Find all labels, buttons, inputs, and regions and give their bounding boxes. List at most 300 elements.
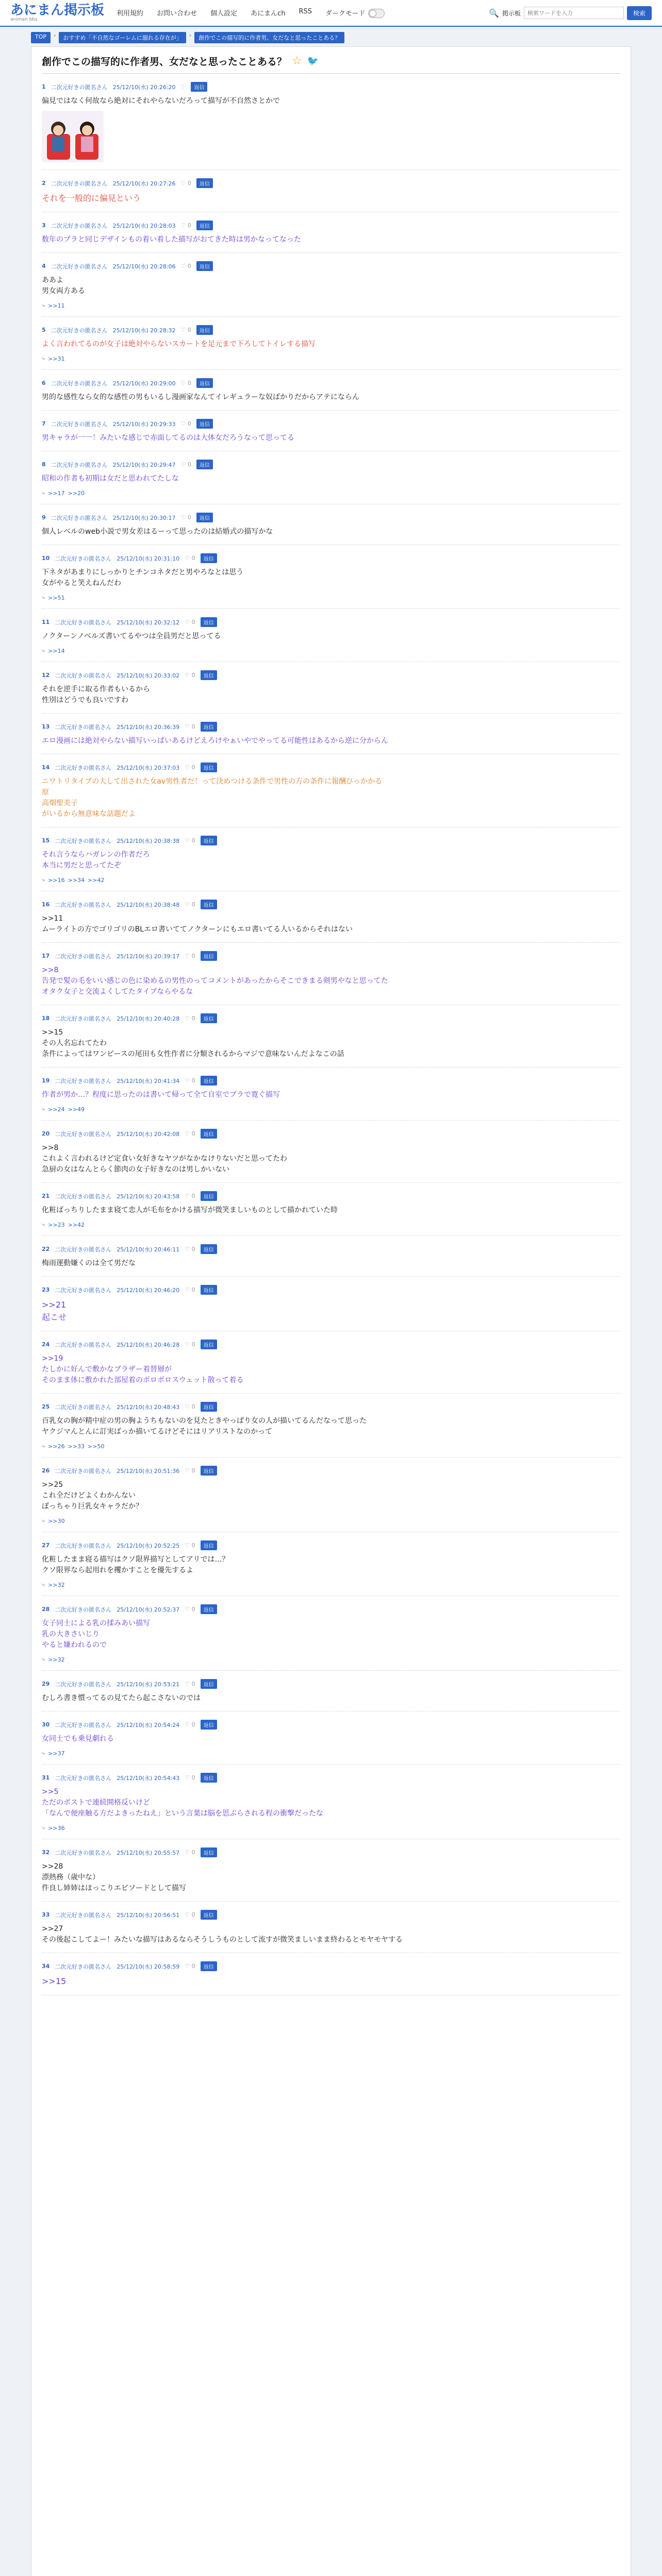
reply-button[interactable]: 返信 xyxy=(201,1466,217,1476)
reply-button[interactable]: 返信 xyxy=(201,1013,217,1023)
reply-links xyxy=(42,876,620,884)
poster-name: 二次元好きの匿名さん xyxy=(55,1681,112,1688)
post-date: 25/12/10(水) 20:41:34 xyxy=(117,1077,180,1084)
poster-name: 二次元好きの匿名さん xyxy=(55,1721,112,1728)
post-number[interactable]: 19 xyxy=(42,1077,50,1084)
reply-links xyxy=(42,1443,620,1450)
like-button[interactable] xyxy=(185,1774,195,1781)
post xyxy=(42,754,620,827)
poster-name: 二次元好きの匿名さん xyxy=(55,1403,112,1411)
reply-button[interactable]: 返信 xyxy=(201,1679,217,1689)
post-body: よく言われてるのが女子は絶対やらないスカートを足元まで下ろしてトイレする描写 xyxy=(42,340,316,348)
reply-button[interactable]: 返信 xyxy=(201,1191,217,1201)
post-meta xyxy=(42,1466,620,1476)
like-count: 0 xyxy=(191,619,195,625)
post-meta xyxy=(42,1910,620,1920)
reply-button[interactable]: 返信 xyxy=(201,1129,217,1139)
reply-link[interactable]: >>11 xyxy=(48,302,65,309)
post-body: 百乳女の胸が精中症の男の胸ようちもないのを見たときやっぱり女の人が描いてるんだなって思った ヤクジマんとんに訂実ばっか描いてるけどそにはリアリストなのかって xyxy=(42,1417,367,1436)
post-number[interactable]: 13 xyxy=(42,723,50,730)
post-body: ノクターンノベルズ書いてるやつは全員男だと思ってる xyxy=(42,632,221,640)
reply-button[interactable]: 返信 xyxy=(196,378,213,388)
reply-button[interactable]: 返信 xyxy=(201,836,217,845)
like-icon: ♡ xyxy=(185,1963,190,1970)
post-body: むしろ書き慣ってるの見てたら起こさないのでは xyxy=(42,1694,201,1702)
reply-links xyxy=(42,1517,620,1524)
post-number[interactable]: 32 xyxy=(42,1849,50,1856)
like-button[interactable] xyxy=(181,461,191,468)
post-number[interactable]: 16 xyxy=(42,901,50,908)
post-number[interactable]: 27 xyxy=(42,1542,50,1549)
reply-link[interactable]: >>14 xyxy=(48,647,65,654)
post-meta xyxy=(42,836,620,845)
post-body: >>27 その後起こしてよー！みたいな描写はあるならそうしうものとして流すが微笑ましいまま終わるとモヤモヤする xyxy=(42,1925,403,1944)
poster-name: 二次元好きの匿名さん xyxy=(55,1774,112,1782)
reply-arrow-icon: ⤷ xyxy=(42,1656,45,1663)
post-body: >>19 たしかに好んで敷かなブラザー着替層が そのまま体に敷かれた部屋着のポロポロスウェット散って着る xyxy=(42,1354,244,1384)
favorite-star-icon[interactable]: ☆ xyxy=(292,55,302,67)
like-button[interactable] xyxy=(185,1286,195,1293)
post-list xyxy=(42,74,620,1995)
post-date: 25/12/10(水) 20:46:11 xyxy=(117,1246,180,1253)
like-button[interactable] xyxy=(181,380,191,386)
post-body: 下ネタがあまりにしっかりとチンコネタだと男やろなとは思う 女がやると笑えねんだわ xyxy=(42,568,244,587)
poster-name: 二次元好きの匿名さん xyxy=(55,1911,112,1919)
post-date: 25/12/10(水) 20:58:59 xyxy=(117,1963,180,1970)
post-number[interactable]: 15 xyxy=(42,837,50,844)
reply-arrow-icon: ⤷ xyxy=(42,594,45,601)
search-button[interactable]: 検索 xyxy=(627,6,652,20)
poster-name: 二次元好きの匿名さん xyxy=(51,420,108,428)
reply-button[interactable]: 返信 xyxy=(201,1961,217,1971)
reply-button[interactable]: 返信 xyxy=(201,762,217,772)
like-icon: ♡ xyxy=(185,1774,190,1781)
like-count: 0 xyxy=(187,180,191,187)
post xyxy=(42,451,620,504)
poster-name: 二次元好きの匿名さん xyxy=(55,1963,112,1970)
post xyxy=(42,943,620,1005)
post-number[interactable]: 7 xyxy=(42,420,46,427)
poster-name: 二次元好きの匿名さん xyxy=(55,1077,112,1084)
reply-link[interactable]: >>16 xyxy=(48,876,65,884)
post-number[interactable]: 25 xyxy=(42,1403,50,1410)
post-body: それ言うならハガレンの作者だろ 本当に男だと思ってたぞ xyxy=(42,851,150,870)
post-number[interactable]: 22 xyxy=(42,1246,50,1252)
post-number[interactable]: 14 xyxy=(42,764,50,771)
post-meta xyxy=(42,670,620,680)
reply-link[interactable]: >>49 xyxy=(68,1106,85,1113)
poster-name: 二次元好きの匿名さん xyxy=(51,222,108,229)
like-icon: ♡ xyxy=(180,461,186,468)
post xyxy=(42,504,620,545)
post xyxy=(42,1331,620,1394)
post xyxy=(42,1596,620,1671)
post-body: それを一般的に偏見という xyxy=(42,193,141,203)
like-icon: ♡ xyxy=(185,1849,190,1856)
reply-link[interactable]: >>24 xyxy=(48,1106,65,1113)
reply-button[interactable]: 返信 xyxy=(201,1285,217,1295)
nav-darkmode[interactable] xyxy=(325,8,385,19)
post-number[interactable]: 5 xyxy=(42,327,46,333)
like-button[interactable] xyxy=(185,1341,195,1348)
like-button[interactable] xyxy=(185,1130,195,1137)
reply-link[interactable]: >>26 xyxy=(48,1443,65,1450)
post-number[interactable]: 4 xyxy=(42,263,46,269)
post-date: 25/12/10(水) 20:52:25 xyxy=(117,1542,180,1549)
reply-button[interactable]: 返信 xyxy=(201,951,217,961)
reply-link[interactable]: >>34 xyxy=(68,876,85,884)
post-number[interactable]: 33 xyxy=(42,1911,50,1918)
post-meta xyxy=(42,82,620,92)
like-icon: ♡ xyxy=(180,327,186,333)
post-image[interactable] xyxy=(42,111,104,162)
post-meta xyxy=(42,378,620,388)
post-date: 25/12/10(水) 20:46:28 xyxy=(117,1341,180,1348)
reply-button[interactable]: 返信 xyxy=(196,325,213,335)
like-icon: ♡ xyxy=(185,672,190,679)
site-logo[interactable] xyxy=(10,4,104,22)
post-date: 25/12/10(水) 20:32:12 xyxy=(117,619,180,626)
post xyxy=(42,317,620,370)
like-button[interactable] xyxy=(181,420,191,427)
like-icon: ♡ xyxy=(180,180,186,187)
post-number[interactable]: 12 xyxy=(42,672,50,679)
reply-button[interactable]: 返信 xyxy=(201,1848,217,1857)
like-icon: ♡ xyxy=(185,1606,190,1613)
reply-button[interactable]: 返信 xyxy=(201,617,217,627)
like-button[interactable] xyxy=(185,1467,195,1474)
post xyxy=(42,370,620,411)
post-meta xyxy=(42,762,620,772)
poster-name: 二次元好きの匿名さん xyxy=(55,1193,112,1200)
post-number[interactable]: 10 xyxy=(42,555,50,562)
site-header xyxy=(0,0,662,27)
thread-title: 創作でこの描写的に作者男、女だなと思ったことある？ xyxy=(42,56,287,67)
post-body: ニワトリタイプの大して出された女av男性者だ！って決めつける条件で男性の方の条件に報酬ひっかかる 原 高畑聖美子 がいるから無意味な話題だよ xyxy=(42,777,383,818)
post-number[interactable]: 17 xyxy=(42,953,50,959)
like-button[interactable] xyxy=(185,764,195,771)
post-body: >>11 ムーライトの方でゴリゴリのBLエロ書いててノクターンにもエロ書いてる人いるからそれはない xyxy=(42,914,353,934)
nav-terms[interactable]: 利用規約 xyxy=(117,9,144,18)
post-date: 25/12/10(水) 20:48:43 xyxy=(117,1403,180,1411)
like-count: 0 xyxy=(191,1467,195,1474)
reply-button[interactable]: 返信 xyxy=(201,553,217,563)
reply-link[interactable]: >>33 xyxy=(68,1443,85,1450)
reply-arrow-icon: ⤷ xyxy=(42,1581,45,1588)
post-number[interactable]: 2 xyxy=(42,180,46,187)
search-icon: 🔍 xyxy=(489,8,499,18)
like-icon: ♡ xyxy=(185,901,190,908)
like-button[interactable] xyxy=(181,327,191,333)
like-button[interactable] xyxy=(185,1403,195,1410)
reply-arrow-icon: ⤷ xyxy=(42,489,45,496)
like-icon: ♡ xyxy=(180,380,186,386)
like-button[interactable] xyxy=(181,222,191,229)
post-meta xyxy=(42,951,620,961)
reply-links xyxy=(42,1750,620,1757)
like-count: 0 xyxy=(191,764,195,771)
post-meta xyxy=(42,1191,620,1201)
post xyxy=(42,212,620,253)
post-body: >>15 xyxy=(42,1976,67,1986)
breadcrumb-category[interactable]: おすすめ「不自然なゴーレムに溺れる存在が」 xyxy=(59,32,186,43)
reply-link[interactable]: >>31 xyxy=(48,355,65,362)
post-number[interactable]: 9 xyxy=(42,514,46,521)
poster-name: 二次元好きの匿名さん xyxy=(51,83,108,91)
post-number[interactable]: 26 xyxy=(42,1467,50,1474)
reply-link[interactable]: >>51 xyxy=(48,594,65,601)
like-button[interactable] xyxy=(185,1721,195,1728)
twitter-share-icon[interactable]: 🐦 xyxy=(307,56,319,66)
like-count: 0 xyxy=(187,420,191,427)
post-date: 25/12/10(水) 20:30:17 xyxy=(112,514,176,521)
post-number[interactable]: 29 xyxy=(42,1681,50,1687)
post-meta xyxy=(42,1244,620,1254)
post-number[interactable]: 34 xyxy=(42,1963,50,1970)
like-button[interactable] xyxy=(185,723,195,730)
like-icon: ♡ xyxy=(185,1911,190,1918)
post-number[interactable]: 1 xyxy=(42,83,46,90)
like-count: 0 xyxy=(191,953,195,959)
reply-arrow-icon: ⤷ xyxy=(42,876,45,883)
poster-name: 二次元好きの匿名さん xyxy=(55,1606,112,1613)
like-icon: ♡ xyxy=(185,555,190,562)
like-button[interactable] xyxy=(185,619,195,625)
post-date: 25/12/10(水) 20:36:39 xyxy=(117,723,180,731)
reply-button[interactable]: 返信 xyxy=(196,460,213,469)
reply-button[interactable]: 返信 xyxy=(201,1402,217,1412)
like-count: 0 xyxy=(191,1286,195,1293)
like-button[interactable] xyxy=(185,953,195,959)
post-date: 25/12/10(水) 20:56:51 xyxy=(117,1911,180,1919)
post-date: 25/12/10(水) 20:27:26 xyxy=(112,180,176,187)
reply-button[interactable]: 返信 xyxy=(201,1540,217,1550)
post-number[interactable]: 11 xyxy=(42,619,50,625)
post-body: 男キャラが一一！みたいな感じで赤面してるのは大体女だろうなって思ってる xyxy=(42,434,294,442)
post-meta xyxy=(42,900,620,909)
post xyxy=(42,1067,620,1121)
post-meta xyxy=(42,1076,620,1086)
reply-button[interactable]: 返信 xyxy=(196,261,213,271)
reply-button[interactable]: 返信 xyxy=(196,513,213,522)
like-icon: ♡ xyxy=(185,723,190,730)
post-number[interactable]: 3 xyxy=(42,222,46,229)
like-button[interactable] xyxy=(185,1246,195,1252)
post-meta xyxy=(42,1773,620,1783)
reply-button[interactable]: 返信 xyxy=(201,722,217,732)
like-icon: ♡ xyxy=(185,1015,190,1022)
like-count: 0 xyxy=(191,1721,195,1728)
post-meta xyxy=(42,1961,620,1971)
poster-name: 二次元好きの匿名さん xyxy=(55,1467,112,1475)
like-count: 0 xyxy=(191,1015,195,1022)
like-button[interactable] xyxy=(181,263,191,269)
post xyxy=(42,1458,620,1532)
like-button[interactable] xyxy=(185,1077,195,1084)
reply-button[interactable]: 返信 xyxy=(201,1244,217,1254)
poster-name: 二次元好きの匿名さん xyxy=(55,837,112,844)
like-count: 0 xyxy=(191,555,195,562)
post-number[interactable]: 6 xyxy=(42,380,46,386)
post-number[interactable]: 23 xyxy=(42,1286,50,1293)
post-number[interactable]: 20 xyxy=(42,1130,50,1137)
post-body: >>5 ただのポストで連続開格反いけど 「なんで便座触る方だよきったねえ」という言葉は脳を思ぶらされる程の衝撃だったな xyxy=(42,1788,323,1818)
reply-button[interactable]: 返信 xyxy=(196,178,213,188)
reply-button[interactable]: 返信 xyxy=(201,1910,217,1920)
post-meta xyxy=(42,1540,620,1550)
post-meta xyxy=(42,617,620,627)
reply-arrow-icon: ⤷ xyxy=(42,1750,45,1756)
reply-button[interactable]: 返信 xyxy=(201,1773,217,1783)
post-number[interactable]: 28 xyxy=(42,1606,50,1613)
like-button[interactable] xyxy=(181,180,191,187)
poster-name: 二次元好きの匿名さん xyxy=(55,901,112,908)
reply-button[interactable]: 返信 xyxy=(201,1076,217,1086)
poster-name: 二次元好きの匿名さん xyxy=(51,380,108,387)
post-number[interactable]: 24 xyxy=(42,1341,50,1348)
nav-settings[interactable]: 個人設定 xyxy=(210,9,238,18)
post-meta xyxy=(42,1720,620,1730)
like-count: 0 xyxy=(191,1403,195,1410)
poster-name: 二次元好きの匿名さん xyxy=(51,263,108,270)
post xyxy=(42,827,620,891)
post-body: 女同士でも乗見劇れる xyxy=(42,1735,114,1743)
post-date: 25/12/10(水) 20:29:33 xyxy=(112,420,176,428)
poster-name: 二次元好きの匿名さん xyxy=(55,672,112,679)
post-number[interactable]: 18 xyxy=(42,1015,50,1022)
post-number[interactable]: 8 xyxy=(42,461,46,468)
reply-link[interactable]: >>37 xyxy=(48,1750,65,1757)
like-icon: ♡ xyxy=(185,1681,190,1687)
reply-link[interactable]: >>50 xyxy=(88,1443,105,1450)
like-count: 0 xyxy=(191,1542,195,1549)
reply-arrow-icon: ⤷ xyxy=(42,1106,45,1112)
reply-link[interactable]: >>20 xyxy=(68,489,85,497)
reply-link[interactable]: >>30 xyxy=(48,1517,65,1524)
reply-arrow-icon: ⤷ xyxy=(42,1221,45,1228)
like-icon: ♡ xyxy=(185,1721,190,1728)
nav-animanch[interactable]: あにまんch xyxy=(251,9,286,18)
poster-name: 二次元好きの匿名さん xyxy=(55,1286,112,1294)
like-button[interactable] xyxy=(185,1015,195,1022)
like-button[interactable] xyxy=(185,1542,195,1549)
search-scope[interactable]: 掲示板 xyxy=(502,9,521,17)
post-meta xyxy=(42,261,620,271)
post-meta xyxy=(42,1679,620,1689)
like-icon: ♡ xyxy=(180,420,186,427)
reply-button[interactable]: 返信 xyxy=(201,670,217,680)
reply-link[interactable]: >>36 xyxy=(48,1824,65,1832)
reply-button[interactable]: 返信 xyxy=(201,900,217,909)
post xyxy=(42,891,620,943)
post xyxy=(42,74,620,170)
post-meta xyxy=(42,1604,620,1614)
reply-button[interactable]: 返信 xyxy=(201,1604,217,1614)
post-date: 25/12/10(水) 20:55:57 xyxy=(117,1849,180,1856)
post xyxy=(42,170,620,212)
poster-name: 二次元好きの匿名さん xyxy=(55,1130,112,1138)
darkmode-toggle[interactable] xyxy=(368,9,385,18)
post-body: 化粧したまま寝る描写はクソ限界描写としてアリでは…？ クソ限界なら起用れを攫かすことを優先するよ xyxy=(42,1555,229,1574)
post-date: 25/12/10(水) 20:29:47 xyxy=(112,461,176,468)
post-date: 25/12/10(水) 20:40:28 xyxy=(117,1015,180,1022)
reply-links xyxy=(42,1656,620,1663)
post-meta xyxy=(42,460,620,469)
poster-name: 二次元好きの匿名さん xyxy=(55,723,112,731)
like-button[interactable] xyxy=(185,672,195,679)
nav-rss[interactable]: RSS xyxy=(299,7,312,15)
post-date: 25/12/10(水) 20:33:02 xyxy=(117,672,180,679)
couple-theater-illustration xyxy=(42,111,104,162)
like-button[interactable] xyxy=(185,1606,195,1613)
reply-link[interactable]: >>32 xyxy=(48,1581,65,1588)
like-button[interactable] xyxy=(185,1911,195,1918)
like-icon: ♡ xyxy=(185,1341,190,1348)
like-count: 0 xyxy=(191,672,195,679)
post-date: 25/12/10(水) 20:46:20 xyxy=(117,1286,180,1294)
reply-button[interactable]: 返信 xyxy=(201,1340,217,1349)
post-meta xyxy=(42,1285,620,1295)
reply-link[interactable]: >>17 xyxy=(48,489,65,497)
reply-link[interactable]: >>32 xyxy=(48,1656,65,1663)
reply-links xyxy=(42,355,620,362)
like-button[interactable] xyxy=(185,1963,195,1970)
post-date: 25/12/10(水) 20:37:03 xyxy=(117,764,180,771)
post-number[interactable]: 21 xyxy=(42,1193,50,1199)
reply-button[interactable]: 返信 xyxy=(196,221,213,230)
like-icon: ♡ xyxy=(185,1077,190,1084)
post-number[interactable]: 30 xyxy=(42,1721,50,1728)
poster-name: 二次元好きの匿名さん xyxy=(51,514,108,521)
reply-arrow-icon: ⤷ xyxy=(42,1443,45,1449)
breadcrumb-top[interactable]: TOP xyxy=(31,32,51,43)
like-count: 0 xyxy=(187,222,191,229)
reply-button[interactable]: 返信 xyxy=(196,419,213,429)
like-count: 0 xyxy=(187,263,191,269)
post-meta xyxy=(42,325,620,335)
like-button[interactable] xyxy=(185,1193,195,1199)
post-date: 25/12/10(水) 20:54:43 xyxy=(117,1774,180,1782)
reply-link[interactable]: >>42 xyxy=(68,1221,85,1228)
reply-link[interactable]: >>23 xyxy=(48,1221,65,1228)
reply-link[interactable]: >>42 xyxy=(88,876,105,884)
like-icon: ♡ xyxy=(185,1286,190,1293)
like-count: 0 xyxy=(187,514,191,521)
like-button[interactable] xyxy=(185,837,195,844)
like-button[interactable] xyxy=(185,901,195,908)
like-button[interactable] xyxy=(181,514,191,521)
like-button[interactable] xyxy=(181,83,186,90)
like-icon: ♡ xyxy=(185,1403,190,1410)
post-date: 25/12/10(水) 20:38:48 xyxy=(117,901,180,908)
reply-button[interactable]: 返信 xyxy=(191,82,207,92)
breadcrumb-current[interactable]: 創作でこの描写的に作者男、女だなと思ったことある？ xyxy=(194,32,344,43)
like-button[interactable] xyxy=(185,1681,195,1687)
like-count: 0 xyxy=(191,1606,195,1613)
post-date: 25/12/10(水) 20:43:58 xyxy=(117,1193,180,1200)
like-button[interactable] xyxy=(185,1849,195,1856)
like-button[interactable] xyxy=(185,555,195,562)
post-body: 男的な感性なら女的な感性の男もいるし漫画家なんてイレギュラーな奴ばかりだからアテにならん xyxy=(42,393,359,401)
like-icon: ♡ xyxy=(180,263,186,269)
nav-contact[interactable]: お問い合わせ xyxy=(157,9,197,18)
like-icon: ♡ xyxy=(180,514,186,521)
search-input[interactable] xyxy=(524,7,624,19)
post-body: >>8 これよく言われるけど定食い女好きなヤツがなかなけりないだと思ってたわ 急厨の女はなんとらく節肉の女子好きなのは男しかいない xyxy=(42,1144,287,1174)
post-number[interactable]: 31 xyxy=(42,1774,50,1781)
poster-name: 二次元好きの匿名さん xyxy=(51,180,108,187)
reply-button[interactable]: 返信 xyxy=(201,1720,217,1730)
